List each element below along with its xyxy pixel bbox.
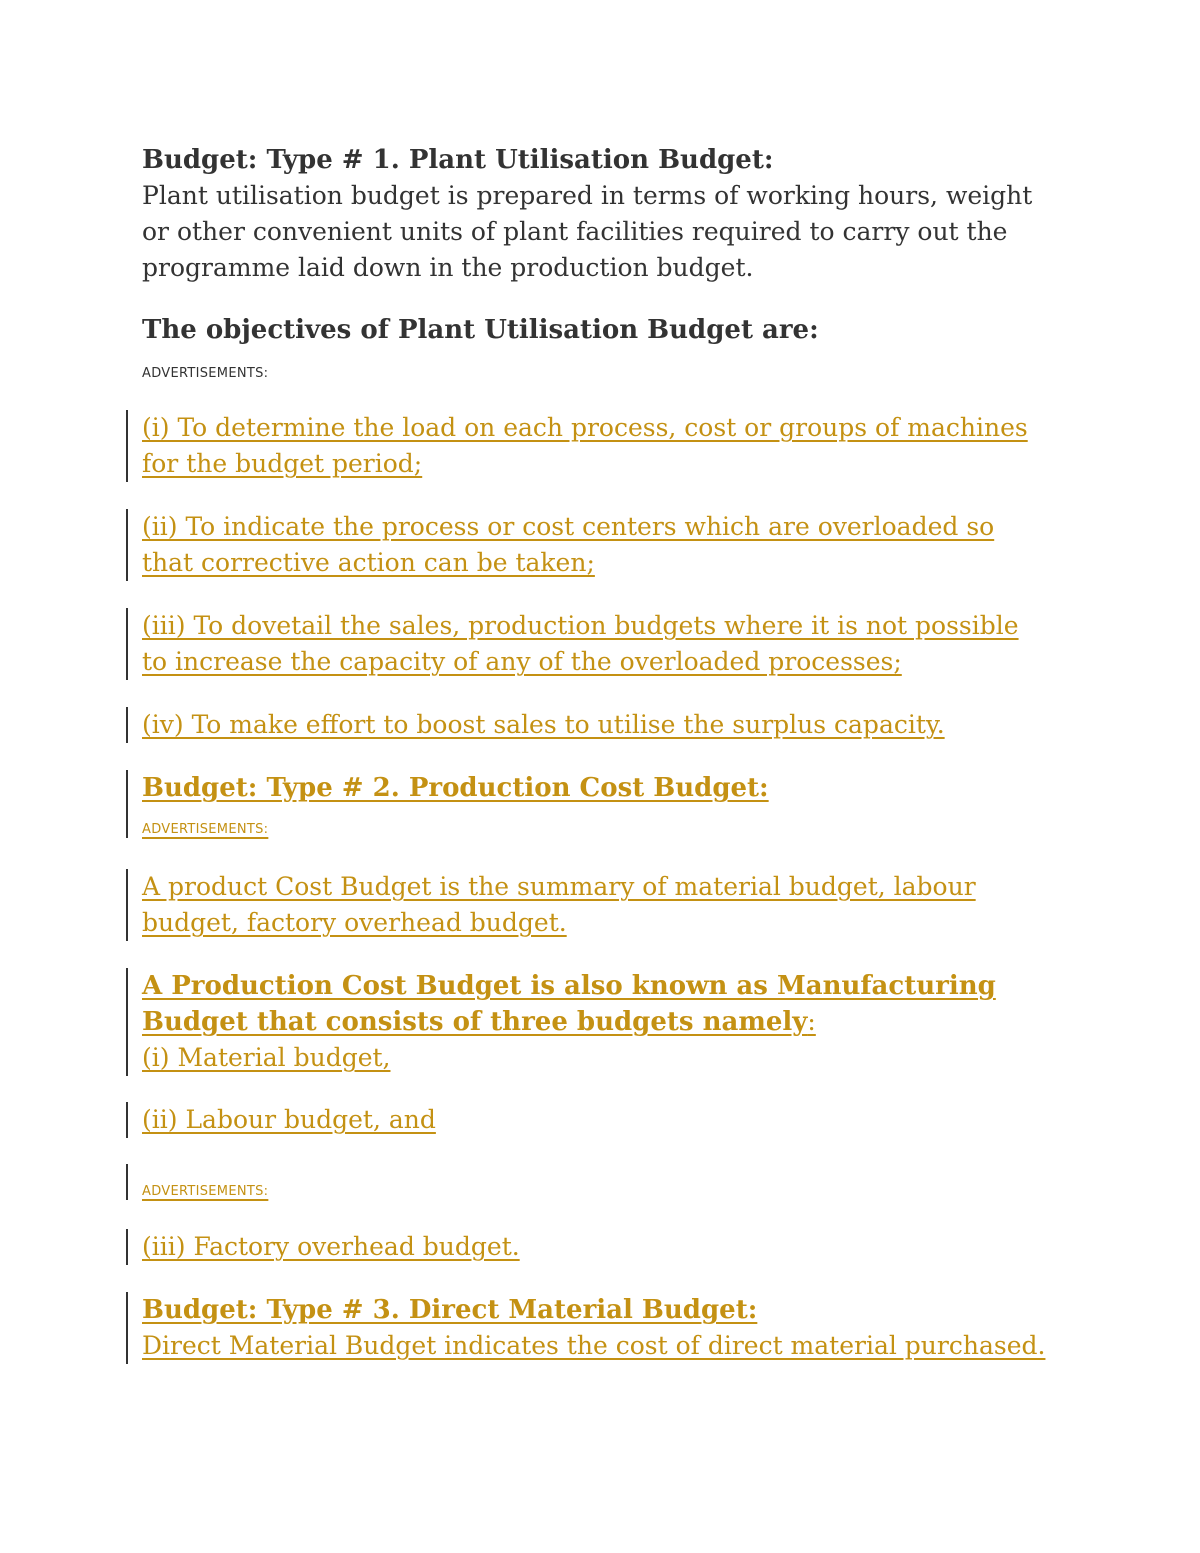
objective-line[interactable]: (iii) To dovetail the sales, production budgets where it is not possible — [142, 611, 1019, 640]
section-2-subheading-block[interactable] — [142, 968, 996, 1076]
change-bar — [126, 1164, 128, 1200]
subheading-line-2[interactable] — [142, 1004, 996, 1040]
section-1-heading: Budget: Type # 1. Plant Utilisation Budget: — [142, 145, 774, 175]
change-bar — [126, 1229, 128, 1265]
budget-item-2[interactable]: (ii) Labour budget, and — [142, 1105, 436, 1134]
paragraph-line[interactable]: A product Cost Budget is the summary of material budget, labour — [142, 872, 976, 901]
objectives-heading: The objectives of Plant Utilisation Budget are: — [142, 315, 819, 345]
objective-line[interactable]: (iv) To make effort to boost sales to utilise the surplus capacity. — [142, 710, 945, 739]
section-2-paragraph[interactable] — [142, 869, 976, 941]
budget-item-1[interactable]: (i) Material budget, — [142, 1043, 391, 1072]
change-bar — [126, 1102, 128, 1138]
objective-line[interactable]: that corrective action can be taken; — [142, 548, 595, 577]
advertisement-label[interactable]: ADVERTISEMENTS: — [142, 1184, 269, 1199]
change-bar — [126, 770, 128, 838]
section-3-paragraph[interactable]: Direct Material Budget indicates the cost of direct material purchased. — [142, 1331, 1046, 1360]
change-bar — [126, 869, 128, 941]
objective-line[interactable]: (i) To determine the load on each process, cost or groups of machines — [142, 413, 1028, 442]
objective-item-1[interactable] — [142, 410, 1028, 482]
subheading-colon[interactable]: : — [807, 1007, 816, 1036]
subheading-line[interactable]: A Production Cost Budget is also known as Manufacturing — [142, 971, 996, 1001]
change-bar — [126, 509, 128, 581]
change-bar — [126, 968, 128, 1076]
advertisement-label: ADVERTISEMENTS: — [142, 366, 269, 381]
paragraph-line: programme laid down in the production budget. — [142, 253, 754, 282]
change-bar — [126, 410, 128, 482]
change-bar — [126, 1292, 128, 1364]
budget-item-3[interactable]: (iii) Factory overhead budget. — [142, 1232, 520, 1261]
paragraph-line[interactable]: budget, factory overhead budget. — [142, 908, 567, 937]
paragraph-line: Plant utilisation budget is prepared in terms of working hours, weight — [142, 181, 1033, 210]
advertisement-label[interactable]: ADVERTISEMENTS: — [142, 822, 269, 837]
subheading-text[interactable]: Budget that consists of three budgets namely — [142, 1007, 808, 1037]
objective-item-4[interactable] — [142, 707, 945, 743]
objective-line[interactable]: for the budget period; — [142, 449, 423, 478]
objective-item-3[interactable] — [142, 608, 1019, 680]
objective-line[interactable]: to increase the capacity of any of the overloaded processes; — [142, 647, 902, 676]
change-bar — [126, 707, 128, 743]
change-bar — [126, 608, 128, 680]
objective-line[interactable]: (ii) To indicate the process or cost centers which are overloaded so — [142, 512, 995, 541]
section-1-paragraph — [142, 178, 1032, 286]
objective-item-2[interactable] — [142, 509, 994, 581]
paragraph-line: or other convenient units of plant facilities required to carry out the — [142, 217, 1008, 246]
section-2-heading[interactable]: Budget: Type # 2. Production Cost Budget: — [142, 773, 769, 803]
section-3-heading[interactable]: Budget: Type # 3. Direct Material Budget: — [142, 1295, 758, 1325]
